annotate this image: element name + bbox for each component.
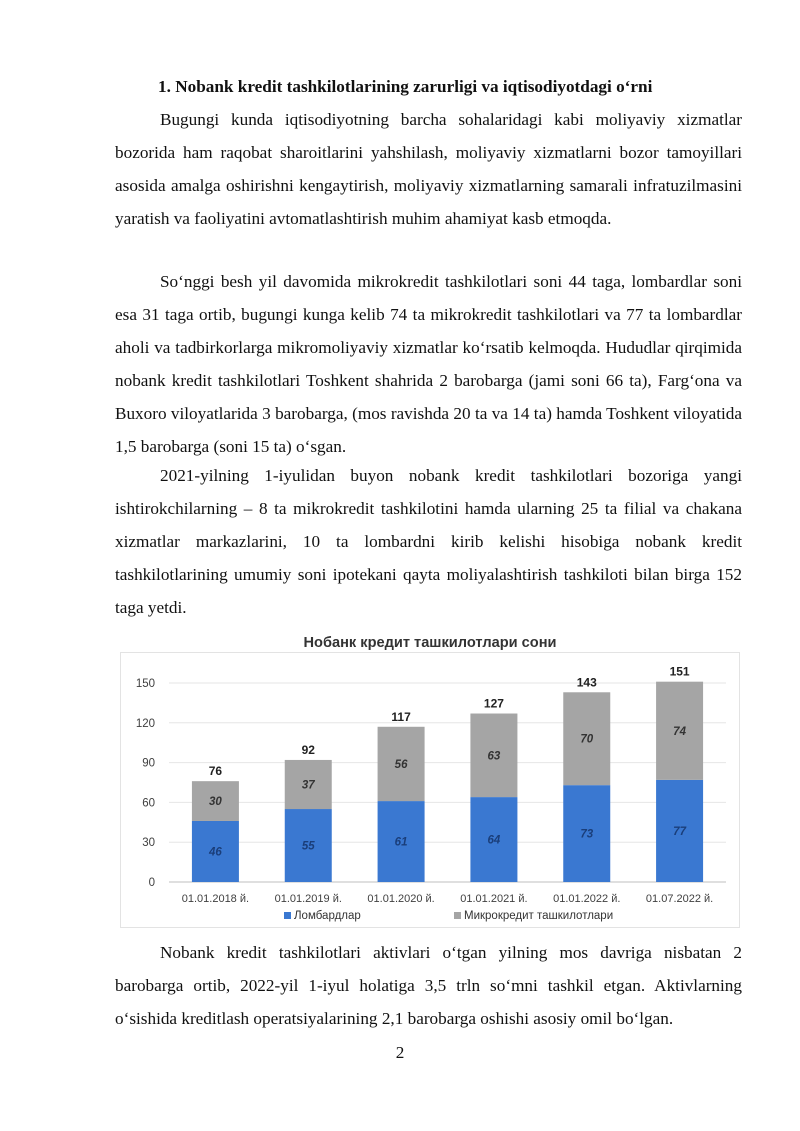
y-tick-label: 60: [142, 797, 155, 810]
y-tick-label: 0: [148, 877, 155, 889]
data-label-lombard: 77: [673, 825, 686, 838]
data-label-microcredit: 70: [580, 733, 594, 746]
total-label: 117: [391, 709, 411, 724]
data-label-microcredit: 56: [394, 758, 408, 771]
paragraph-1: Bugungi kunda iqtisodiyotning barcha sohalaridagi kabi moliyaviy xizmatlar bozorida ham raqobat sharoitlarini yahshilash, moliyaviy xizmatlarni bozor tamoyillari asosida amalga oshirishni kengaytirish, moliyaviy xizmatlarning samarali infratuzilmasini yaratish va faoliyatini avtomatlashtirish muhim ahamiyat kasb etmoqda.: [115, 110, 742, 228]
legend-swatch-lombard: [284, 912, 291, 919]
y-tick-label: 90: [142, 757, 155, 770]
bar-chart: [120, 652, 740, 928]
data-label-microcredit: 30: [209, 796, 222, 809]
paragraph-2: Soʻnggi besh yil davomida mikrokredit tashkilotlari soni 44 taga, lombardlar soni esa 31 taga ortib, bugungi kunga kelib 74 ta mikrokredit tashkilotlari va 77 ta lombardlar aholi va tadbirkorlarga mikromoliyaviy xizmatlar koʻrsatib kelmoqda. Hududlar qirqimida nobank kredit tashkilotlari Toshkent shahrida 2 barobarga (jami soni 66 ta), Fargʻona va Buxoro viloyatlarida 3 barobarga, (mos ravishda 20 ta va 14 ta) hamda Toshkent viloyatida 1,5 barobarga (soni 15 ta) oʻsgan.: [115, 272, 742, 456]
data-label-microcredit: 63: [487, 750, 501, 763]
x-category-label: 01.01.2020 й.: [367, 893, 435, 905]
page-number: 2: [395, 1043, 405, 1062]
x-category-label: 01.01.2021 й.: [460, 893, 528, 905]
x-category-label: 01.01.2022 й.: [553, 893, 621, 905]
y-tick-label: 150: [135, 678, 155, 690]
data-label-lombard: 73: [580, 828, 594, 841]
paragraph-3: 2021-yilning 1-iyulidan buyon nobank kredit tashkilotlari bozoriga yangi ishtirokchilarning – 8 ta mikrokredit tashkilotini hamda ularning 25 ta filial va chakana xizmatlar markazlarini, 10 ta lombardni kirib kelishi hisobiga nobank kredit tashkilotlarining umumiy soni ipotekani qayta moliyalashtirish tashkiloti bilan birga 152 taga yetdi.: [115, 466, 742, 617]
chart-title: Нобанк кредит ташкилотлари сони: [303, 635, 557, 651]
legend-swatch-microcredit: [454, 912, 461, 919]
y-tick-label: 120: [135, 717, 155, 730]
chart-canvas: [121, 653, 741, 929]
data-label-lombard: 46: [209, 846, 222, 859]
total-label: 151: [669, 664, 690, 679]
data-label-microcredit: 37: [301, 779, 315, 792]
legend-label-microcredit: Микрокредит ташкилотлари: [464, 910, 614, 922]
section-heading: 1. Nobank kredit tashkilotlarining zarurligi va iqtisodiyotdagi oʻrni: [158, 77, 653, 96]
data-label-lombard: 61: [394, 836, 408, 849]
total-label: 76: [208, 764, 223, 779]
data-label-microcredit: 74: [673, 725, 686, 738]
total-label: 143: [576, 675, 597, 690]
paragraph-4: Nobank kredit tashkilotlari aktivlari oʻtgan yilning mos davriga nisbatan 2 barobarga ortib, 2022-yil 1-iyul holatiga 3,5 trln soʻmni tashkil etgan. Aktivlarning oʻsishida kreditlash operatsiyalarining 2,1 barobarga oshishi asosiy omil boʻlgan.: [115, 943, 742, 1028]
x-category-label: 01.07.2022 й.: [645, 893, 714, 905]
data-label-lombard: 64: [487, 834, 501, 847]
total-label: 92: [301, 742, 315, 757]
data-label-lombard: 55: [301, 840, 315, 853]
y-tick-label: 30: [142, 837, 155, 850]
total-label: 127: [483, 696, 504, 711]
legend-label-lombard: Ломбардлар: [294, 910, 361, 922]
x-category-label: 01.01.2018 й.: [181, 893, 250, 905]
x-category-label: 01.01.2019 й.: [274, 893, 342, 905]
